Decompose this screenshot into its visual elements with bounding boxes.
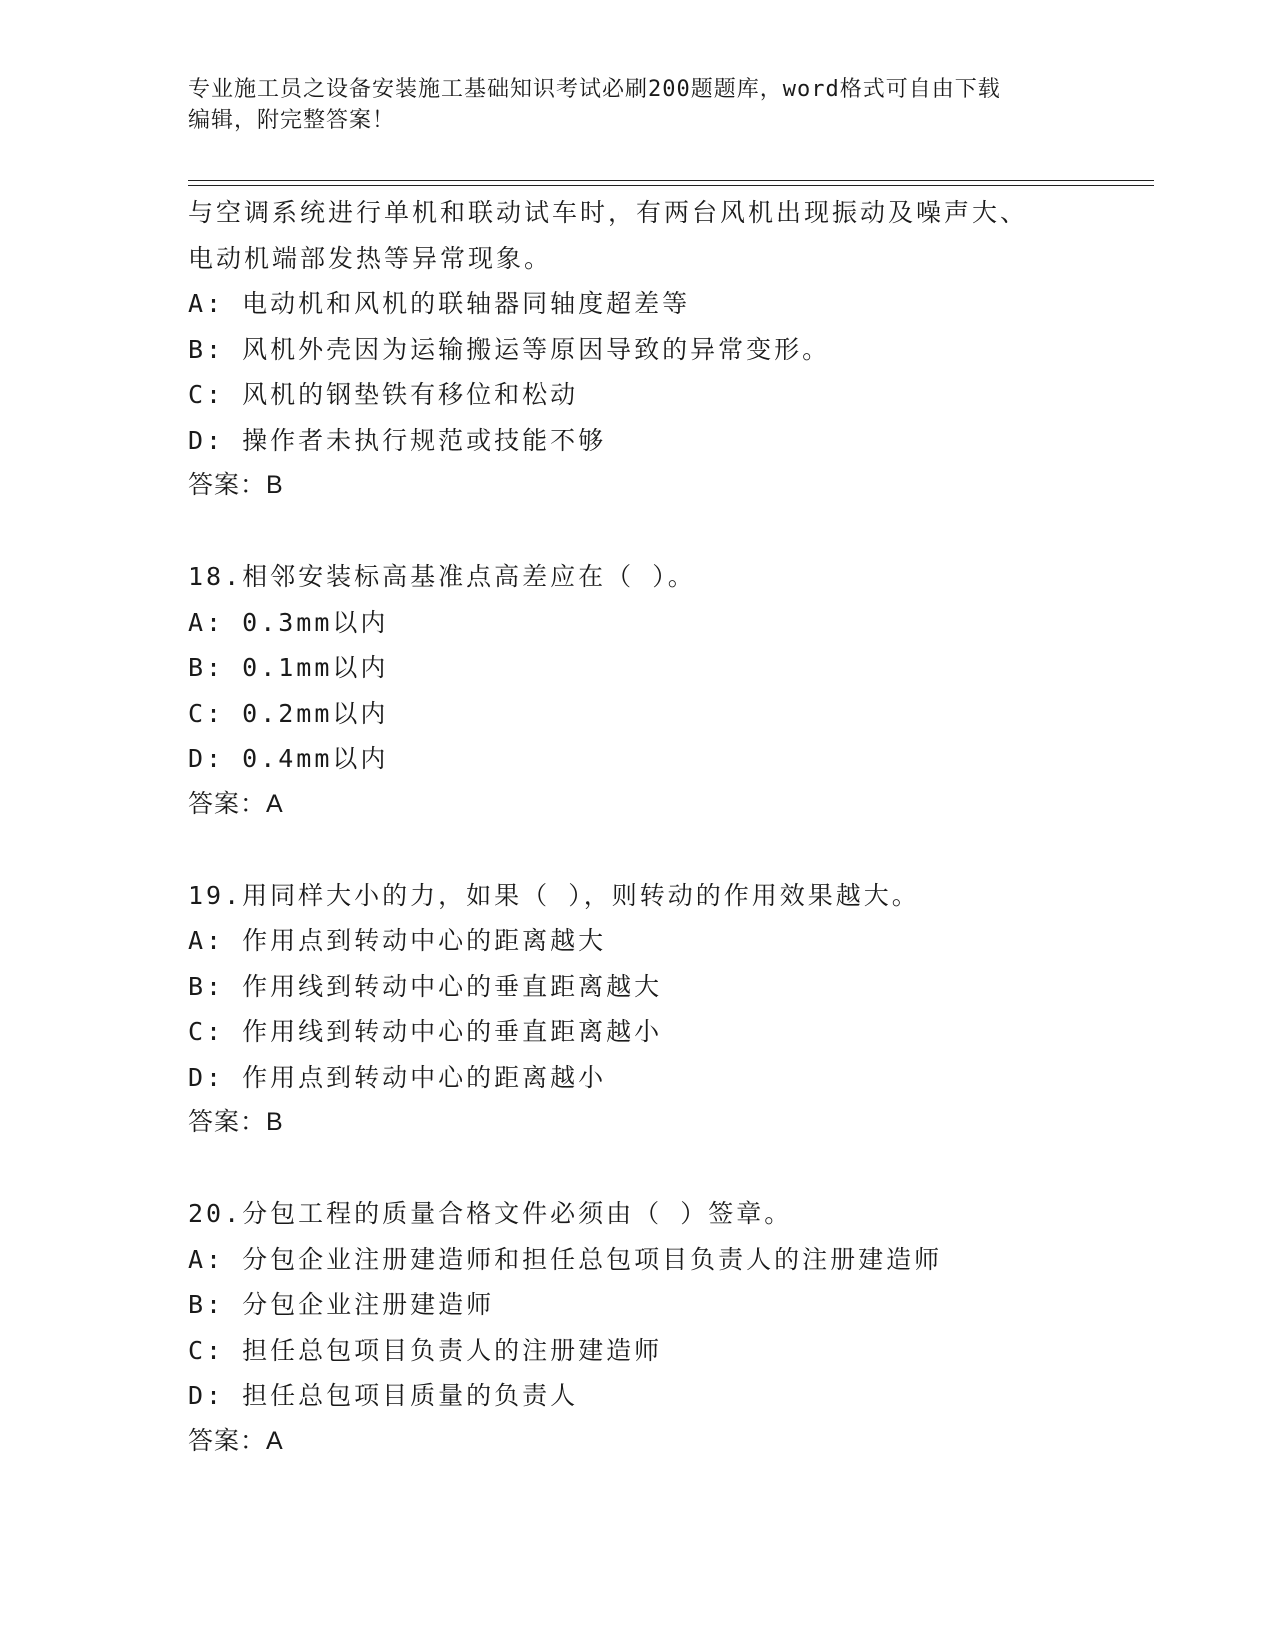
question-spacer — [188, 1146, 1154, 1192]
option-c: C: 担任总包项目负责人的注册建造师 — [188, 1335, 663, 1365]
option-a: A: 0.3mm以内 — [188, 607, 389, 637]
option-d: D: 作用点到转动中心的距离越小 — [188, 1062, 607, 1092]
header-divider-top — [188, 180, 1154, 181]
option-b: B: 风机外壳因为运输搬运等原因导致的异常变形。 — [188, 334, 831, 364]
question-stem: 19.用同样大小的力，如果（ ），则转动的作用效果越大。 — [188, 880, 920, 910]
option-b: B: 分包企业注册建造师 — [188, 1290, 495, 1319]
question-stem: 电动机端部发热等异常现象。 — [188, 243, 553, 273]
header-divider-bottom — [188, 185, 1154, 186]
question-18 — [188, 554, 1154, 827]
question-stem: 20.分包工程的质量合格文件必须由（ ）签章。 — [188, 1199, 793, 1228]
answer-label: 答案：B — [188, 1108, 284, 1136]
option-c: C: 作用线到转动中心的垂直距离越小 — [188, 1017, 663, 1046]
answer-label: 答案：A — [188, 1426, 284, 1455]
question-19 — [188, 873, 1154, 1146]
question-spacer — [188, 827, 1154, 873]
header-title-line-2: 编辑，附完整答案！ — [188, 108, 396, 133]
question-17-continuation — [188, 190, 1154, 509]
question-stem: 与空调系统进行单机和联动试车时，有两台风机出现振动及噪声大、 — [188, 198, 1029, 227]
option-c: C: 风机的钢垫铁有移位和松动 — [188, 380, 579, 409]
option-c: C: 0.2mm以内 — [188, 698, 389, 728]
option-a: A: 作用点到转动中心的距离越大 — [188, 926, 607, 955]
question-list — [188, 190, 1154, 1464]
option-d: D: 担任总包项目质量的负责人 — [188, 1381, 579, 1410]
answer-label: 答案：B — [188, 471, 284, 499]
option-d: D: 操作者未执行规范或技能不够 — [188, 425, 607, 455]
question-stem: 18.相邻安装标高基准点高差应在（ ）。 — [188, 562, 696, 591]
question-20 — [188, 1191, 1154, 1464]
option-b: B: 0.1mm以内 — [188, 653, 389, 682]
option-a: A: 电动机和风机的联轴器同轴度超差等 — [188, 289, 691, 318]
header-title-line-1: 专业施工员之设备安装施工基础知识考试必刷200题题库，word格式可自由下载 — [188, 77, 1001, 102]
option-d: D: 0.4mm以内 — [188, 744, 389, 773]
answer-label: 答案：A — [188, 789, 284, 818]
option-a: A: 分包企业注册建造师和担任总包项目负责人的注册建造师 — [188, 1244, 943, 1274]
document-header — [188, 74, 1088, 136]
option-b: B: 作用线到转动中心的垂直距离越大 — [188, 971, 663, 1001]
question-spacer — [188, 509, 1154, 555]
